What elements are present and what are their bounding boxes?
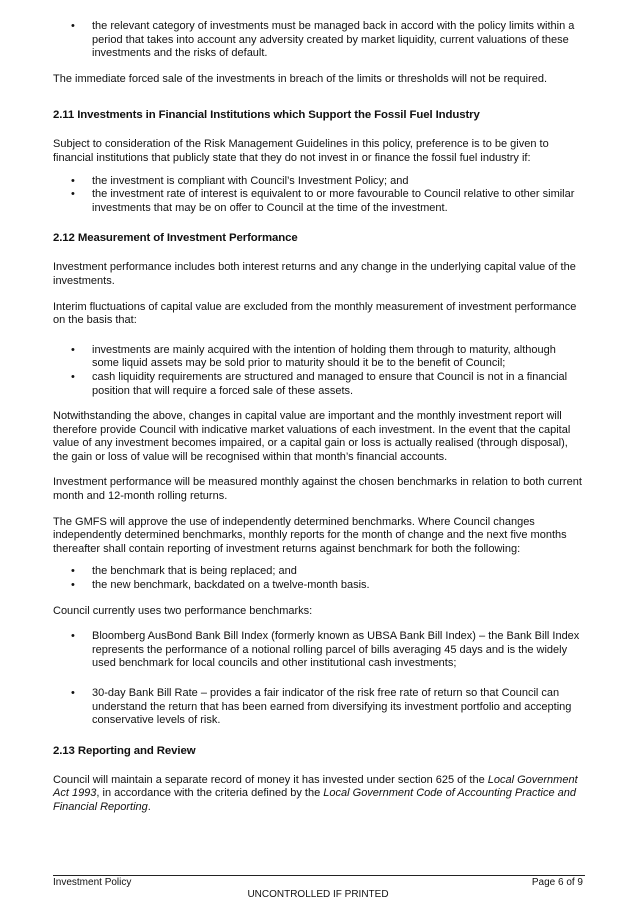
bullet-icon: • xyxy=(71,343,75,356)
paragraph: The GMFS will approve the use of independently determined benchmarks. Where Council changes independently determined benchmarks, monthly reports for the month of change and the next five months thereafter shall contain reporting of investment returns against benchmark for both the following: xyxy=(53,515,567,555)
footer-page-number: Page 6 of 9 xyxy=(531,877,583,888)
paragraph: Investment performance includes both interest returns and any change in the underlying capital value of the investments. xyxy=(53,261,576,287)
list-item: • cash liquidity requirements are structured and managed to ensure that Council is not in a financial position that will require a forced sale of these assets. xyxy=(71,370,568,397)
benchmark-list xyxy=(53,687,585,728)
paragraph: Investment performance will be measured monthly against the chosen benchmarks in relation to both current month and 12-month rolling returns. xyxy=(53,476,582,503)
bullet-icon: • xyxy=(71,188,75,201)
footer-document-title: Investment Policy xyxy=(53,877,132,888)
footer-divider xyxy=(53,875,585,876)
list-item: • the relevant category of investments must be managed back in accord with the policy limits within a period that takes into account any adversity created by market liquidity, current valuations of these investments and the risks of default. xyxy=(71,20,575,60)
bullet-icon: • xyxy=(71,174,75,187)
footer-uncontrolled-notice: UNCONTROLLED IF PRINTED xyxy=(247,889,389,900)
paragraph: Council currently uses two performance benchmarks: xyxy=(53,604,313,617)
bullet-icon: • xyxy=(71,687,75,699)
paragraph: The immediate forced sale of the investments in breach of the limits or thresholds will not be required. xyxy=(53,72,548,85)
list-item: • Bloomberg AusBond Bank Bill Index (formerly known as UBSA Bank Bill Index) – the Bank Bill Index represents the performance of a notional rolling parcel of bills averaging 45 days and is the widely used benchmark for local councils and other institutional cash investments; xyxy=(71,630,580,670)
paragraph: Interim fluctuations of capital value are excluded from the monthly measurement of investment performance on the basis that: xyxy=(53,300,577,327)
bullet-list xyxy=(53,344,585,398)
section-heading-2-11: 2.11 Investments in Financial Institutions which Support the Fossil Fuel Industry xyxy=(53,109,480,122)
bullet-icon: • xyxy=(71,579,75,592)
section-heading-2-12: 2.12 Measurement of Investment Performance xyxy=(53,232,298,245)
paragraph: Notwithstanding the above, changes in capital value are important and the monthly investment report will therefore provide Council with indicative market valuations of each investment. In the event that the capital value of any investment becomes impaired, or a capital gain or loss is actually realised (through disposal), the gain or loss of value will be recognised within that month’s financial accounts. xyxy=(53,410,571,463)
bullet-icon: • xyxy=(71,630,75,643)
bullet-list xyxy=(53,175,585,216)
list-item: • 30-day Bank Bill Rate – provides a fair indicator of the risk free rate of return so that Council can understand the return that has been earned from diversifying its investment portfolio and accepting conservative levels of risk. xyxy=(71,687,572,727)
list-item: • investments are mainly acquired with the intention of holding them through to maturity, although some liquid assets may be sold prior to maturity should it be to the benefit of Council; xyxy=(71,343,556,370)
benchmark-list xyxy=(53,630,585,671)
list-item: • the benchmark that is being replaced; and xyxy=(71,565,297,578)
document-page xyxy=(53,20,585,815)
bullet-icon: • xyxy=(71,20,75,32)
section-heading-2-13: 2.13 Reporting and Review xyxy=(53,744,196,757)
list-item: • the investment is compliant with Council’s Investment Policy; and xyxy=(71,174,409,187)
bullet-icon: • xyxy=(71,370,75,383)
bullet-icon: • xyxy=(71,565,75,578)
top-bullet-list xyxy=(53,20,585,61)
paragraph: Council will maintain a separate record of money it has invested under section 625 of the Local Government Act 1993, in accordance with the criteria defined by the Local Government Code of Accounting Practice and Financial Reporting. xyxy=(53,773,578,813)
list-item: • the investment rate of interest is equivalent to or more favourable to Council relative to other similar investments that may be on offer to Council at the time of the investment. xyxy=(71,188,575,214)
paragraph: Subject to consideration of the Risk Management Guidelines in this policy, preference is to be given to financial institutions that publicly state that they do not invest in or finance the fossil fuel industry if: xyxy=(53,138,549,164)
list-item: • the new benchmark, backdated on a twelve-month basis. xyxy=(71,579,370,592)
bullet-list xyxy=(53,565,585,592)
